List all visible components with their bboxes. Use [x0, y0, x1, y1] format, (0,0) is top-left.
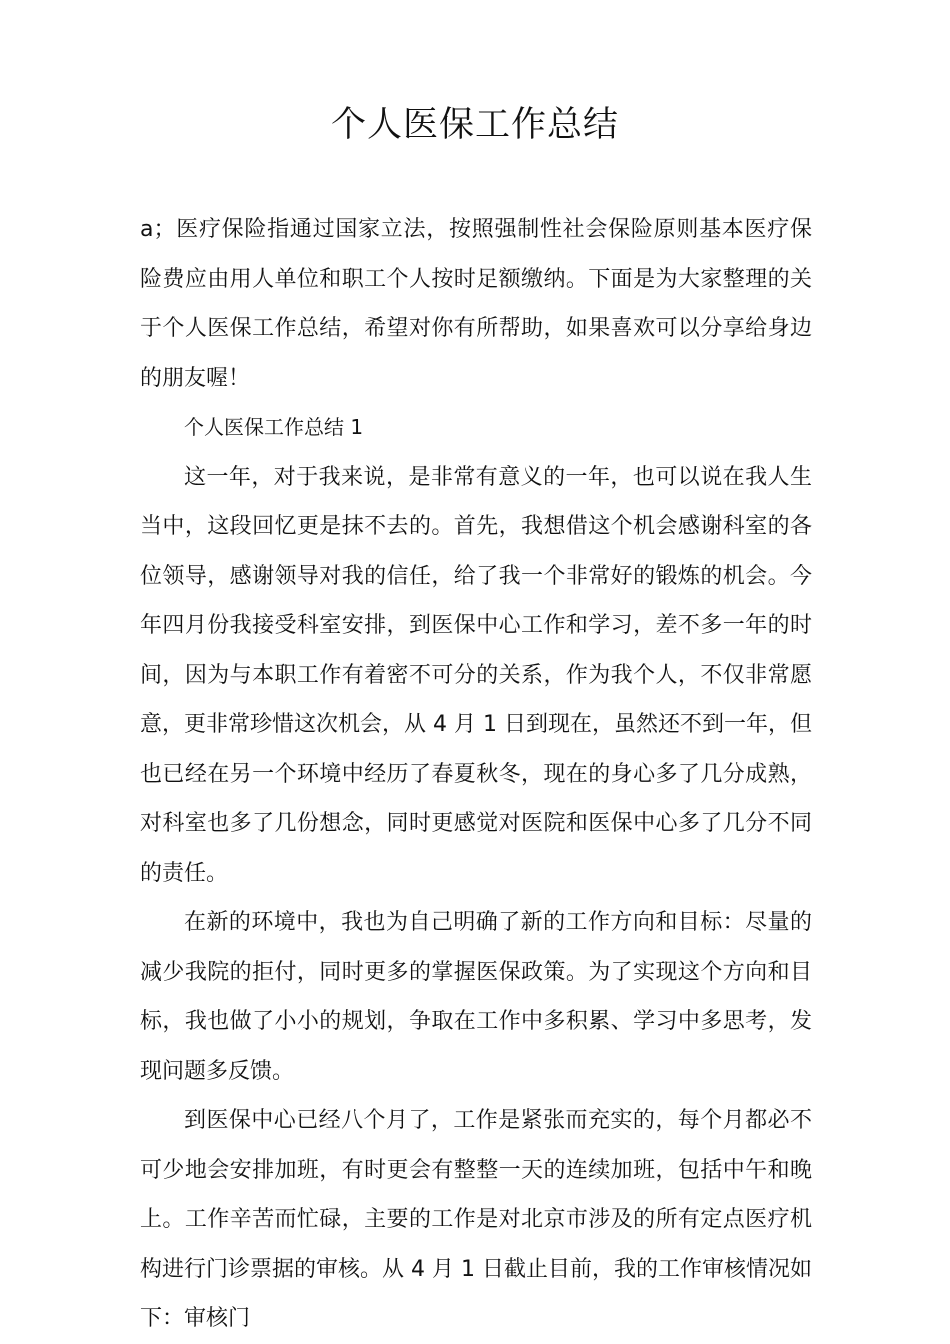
body-paragraph-3: 到医保中心已经八个月了，工作是紧张而充实的，每个月都必不可少地会安排加班，有时更会有整整一天的连续加班，包括中午和晚上。工作辛苦而忙碌，主要的工作是对北京市涉及的所有定点医疗机构进行门诊票据的审核。从 4 月 1 日截止目前，我的工作审核情况如下：审核门 — [140, 1108, 812, 1331]
intro-paragraph: a；医疗保险指通过国家立法，按照强制性社会保险原则基本医疗保险费应由用人单位和职工个人按时足额缴纳。下面是为大家整理的关于个人医保工作总结，希望对你有所帮助，如果喜欢可以分享给身边的朋友喔！ — [140, 217, 812, 391]
body-paragraph-1: 这一年，对于我来说，是非常有意义的一年，也可以说在我人生当中，这段回忆更是抹不去的。首先，我想借这个机会感谢科室的各位领导，感谢领导对我的信任，给了我一个非常好的锻炼的机会。今年四月份我接受科室安排，到医保中心工作和学习，差不多一年的时间，因为与本职工作有着密不可分的关系，作为我个人，不仅非常愿意，更非常珍惜这次机会，从 4 月 1 日到现在，虽然还不到一年，但也已经在另一个环境中经历了春夏秋冬，现在的身心多了几分成熟，对科室也多了几份想念，同时更感觉对医院和医保中心多了几分不同的责任。 — [140, 464, 812, 886]
document-body — [140, 205, 812, 1344]
document-title: 个人医保工作总结 — [330, 105, 619, 145]
section-heading: 个人医保工作总结 1 — [184, 415, 364, 439]
body-paragraph-2: 在新的环境中，我也为自己明确了新的工作方向和目标：尽量的减少我院的拒付，同时更多的掌握医保政策。为了实现这个方向和目标，我也做了小小的规划，争取在工作中多积累、学习中多思考，发现问题多反馈。 — [140, 910, 812, 1084]
